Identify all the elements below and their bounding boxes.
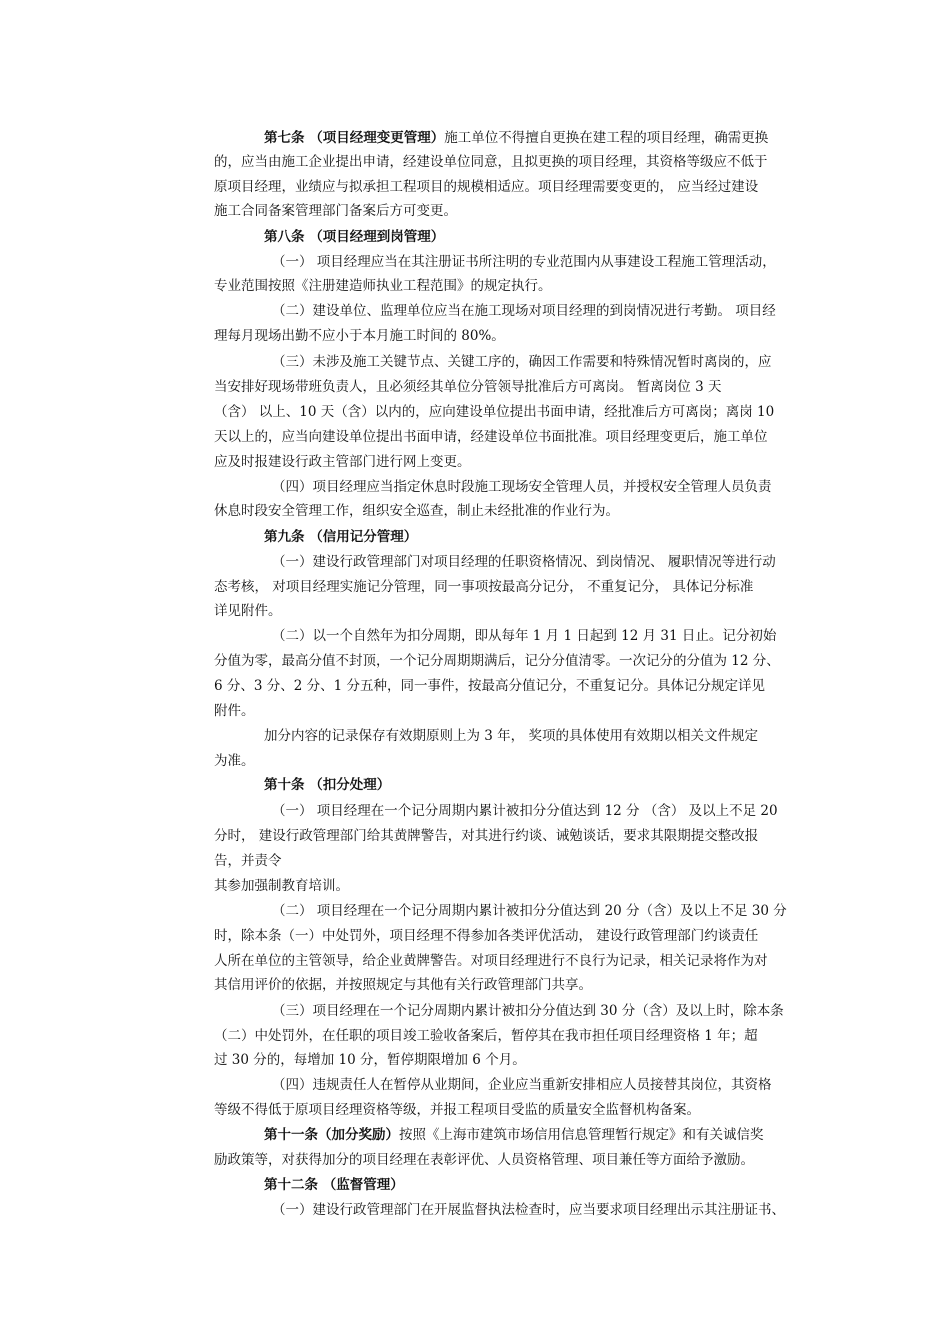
article-9-item-3-line-2: 为准。 — [214, 753, 255, 769]
article-8-item-4-line-1: （四）项目经理应当指定休息时段施工现场安全管理人员，并授权安全管理人员负责 — [272, 479, 772, 495]
article-7-line-1: 第七条 （项目经理变更管理）施工单位不得擅自更换在建工程的项目经理，确需更换 — [264, 130, 769, 146]
article-8-item-2-line-1: （二）建设单位、监理单位应当在施工现场对项目经理的到岗情况进行考勤。 项目经 — [272, 303, 776, 319]
article-10-item-4-line-1: （四）违规责任人在暂停从业期间，企业应当重新安排相应人员接替其岗位，其资格 — [272, 1077, 772, 1093]
article-10-heading: 第十条 （扣分处理） — [264, 777, 391, 793]
article-8-item-2-line-2: 理每月现场出勤不应小于本月施工时间的 80%。 — [214, 328, 505, 344]
article-8-item-3-line-1: （三）未涉及施工关键节点、关键工序的，确因工作需要和特殊情况暂时离岗的，应 — [272, 354, 772, 370]
article-8-item-3-line-2: 当安排好现场带班负责人，且必须经其单位分管领导批准后方可离岗。 暂离岗位 3 天 — [214, 379, 722, 395]
article-10-item-2-line-2: 时，除本条（一）中处罚外，项目经理不得参加各类评优活动， 建设行政管理部门约谈责任 — [214, 928, 759, 944]
article-10-item-4-line-2: 等级不得低于原项目经理资格等级，并报工程项目受监的质量安全监督机构备案。 — [214, 1102, 700, 1118]
article-8-item-3-line-4: 天以上的，应当向建设单位提出书面申请，经建设单位书面批准。项目经理变更后，施工单位 — [214, 429, 768, 445]
article-12-item-1-line-1: （一）建设行政管理部门在开展监督执法检查时，应当要求项目经理出示其注册证书、 — [272, 1202, 785, 1218]
article-9-item-1-line-1: （一）建设行政管理部门对项目经理的任职资格情况、到岗情况、 履职情况等进行动 — [272, 554, 776, 570]
article-8-heading: 第八条 （项目经理到岗管理） — [264, 229, 445, 245]
article-7-heading: 第七条 （项目经理变更管理） — [264, 130, 445, 146]
article-10-item-1-line-4: 其参加强制教育培训。 — [214, 878, 349, 894]
article-7-line-4: 施工合同备案管理部门备案后方可变更。 — [214, 203, 457, 219]
article-10-item-3-line-3: 过 30 分的，每增加 10 分，暂停期限增加 6 个月。 — [214, 1052, 526, 1068]
article-10-item-1-line-2: 分时， 建设行政管理部门给其黄牌警告，对其进行约谈、诫勉谈话，要求其限期提交整改报 — [214, 828, 759, 844]
article-9-item-2-line-4: 附件。 — [214, 703, 255, 719]
article-12-heading: 第十二条 （监督管理） — [264, 1177, 404, 1193]
article-8-item-1-line-2: 专业范围按照《注册建造师执业工程范围》的规定执行。 — [214, 278, 552, 294]
article-7-line-3: 原项目经理，业绩应与拟承担工程项目的规模相适应。项目经理需要变更的， 应当经过建设 — [214, 179, 759, 195]
article-8-item-1-line-1: （一） 项目经理应当在其注册证书所注明的专业范围内从事建设工程施工管理活动， — [272, 254, 776, 270]
article-10-item-3-line-2: （二）中处罚外，在任职的项目竣工验收备案后，暂停其在我市担任项目经理资格 1 年；超 — [214, 1028, 758, 1044]
article-8-item-3-line-5: 应及时报建设行政主管部门进行网上变更。 — [214, 454, 471, 470]
article-9-item-2-line-3: 6 分、3 分、2 分、1 分五种，同一事件，按最高分值记分，不重复记分。具体记分规定详见 — [214, 678, 766, 694]
article-9-item-3-line-1: 加分内容的记录保存有效期原则上为 3 年， 奖项的具体使用有效期以相关文件规定 — [264, 728, 758, 744]
article-9-item-2-line-2: 分值为零，最高分值不封顶，一个记分周期期满后，记分分值清零。一次记分的分值为 12 分、 — [214, 653, 780, 669]
article-10-item-1-line-1: （一） 项目经理在一个记分周期内累计被扣分分值达到 12 分 （含） 及以上不足 20 — [272, 803, 778, 819]
article-11-line-2: 励政策等，对获得加分的项目经理在表彰评优、人员资格管理、项目兼任等方面给予激励。 — [214, 1152, 754, 1168]
article-9-item-2-line-1: （二）以一个自然年为扣分周期，即从每年 1 月 1 日起到 12 月 31 日止。记分初始 — [272, 628, 777, 644]
article-10-item-1-line-3: 告，并责令 — [214, 853, 282, 869]
article-10-item-2-line-4: 其信用评价的依据，并按照规定与其他有关行政管理部门共享。 — [214, 977, 592, 993]
article-8-item-3-line-3: （含） 以上、10 天（含）以内的，应向建设单位提出书面申请，经批准后方可离岗；离岗 10 — [214, 404, 775, 420]
article-11-line-1: 第十一条（加分奖励）按照《上海市建筑市场信用信息管理暂行规定》和有关诚信奖 — [264, 1127, 764, 1143]
article-9-item-1-line-2: 态考核， 对项目经理实施记分管理，同一事项按最高分记分， 不重复记分， 具体记分标准 — [214, 579, 754, 595]
article-7-line-2: 的，应当由施工企业提出申请，经建设单位同意，且拟更换的项目经理，其资格等级应不低于 — [214, 154, 768, 170]
article-10-item-2-line-3: 人所在单位的主管领导，给企业黄牌警告。对项目经理进行不良行为记录，相关记录将作为对 — [214, 953, 768, 969]
article-10-item-2-line-1: （二） 项目经理在一个记分周期内累计被扣分分值达到 20 分（含）及以上不足 30 分 — [272, 903, 787, 919]
article-11-heading: 第十一条（加分奖励） — [264, 1127, 399, 1143]
article-10-item-3-line-1: （三）项目经理在一个记分周期内累计被扣分分值达到 30 分（含）及以上时，除本条 — [272, 1003, 784, 1019]
article-9-item-1-line-3: 详见附件。 — [214, 603, 282, 619]
article-8-item-4-line-2: 休息时段安全管理工作，组织安全巡查，制止未经批准的作业行为。 — [214, 503, 619, 519]
article-9-heading: 第九条 （信用记分管理） — [264, 529, 418, 545]
